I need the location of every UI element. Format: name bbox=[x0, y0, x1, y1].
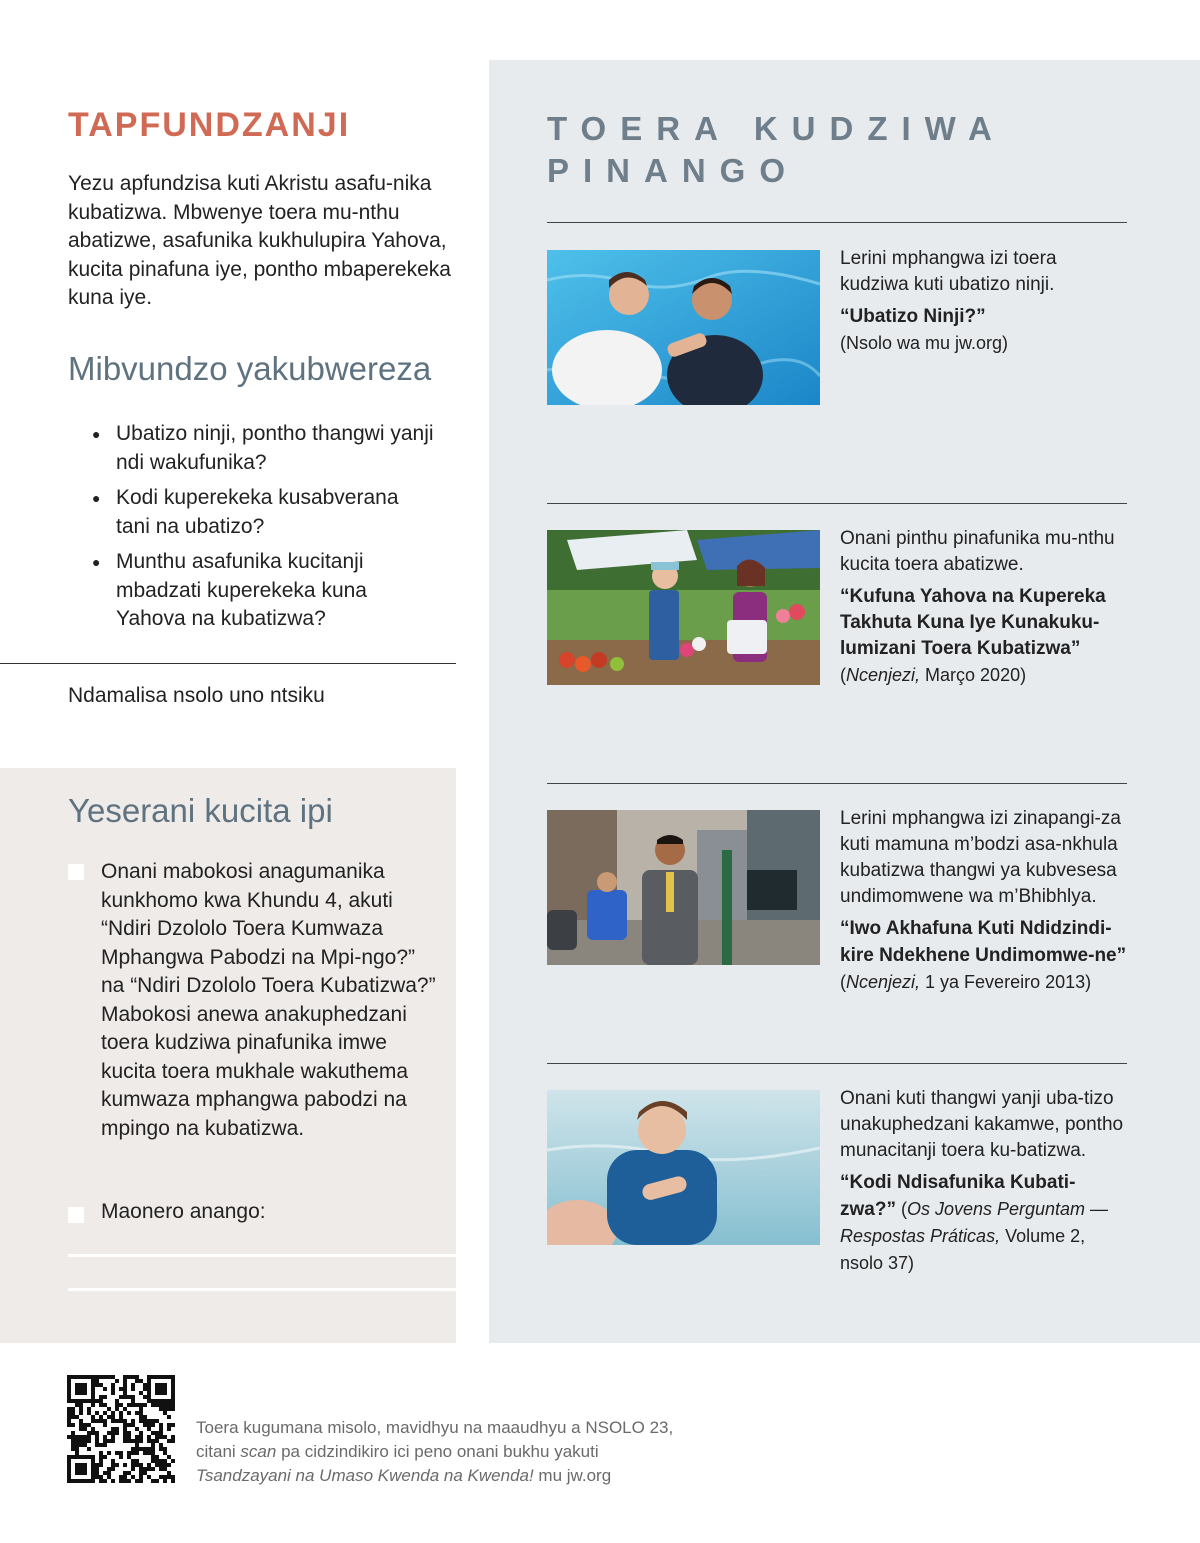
entry-source: (Nsolo wa mu jw.org) bbox=[840, 333, 1009, 353]
entry-description: Onani kuti thangwi yanji uba-tizo unakuphedzani kakamwe, pontho munacitanji toera ku-batizwa. bbox=[840, 1088, 1124, 1161]
entry-description: Onani pinthu pinafunika mu-nthu kucita toera abatizwe. bbox=[840, 528, 1115, 575]
entry-description: Lerini mphangwa izi toera kudziwa kuti ubatizo ninji. bbox=[840, 248, 1057, 295]
summary-heading: TAPFUNDZANJI bbox=[68, 106, 351, 144]
footer-line-3-post: mu jw.org bbox=[533, 1466, 612, 1485]
young-woman-baptism-photo-icon bbox=[547, 1090, 820, 1245]
entry-title[interactable]: “Ubatizo Ninji?” bbox=[840, 306, 986, 327]
review-questions-list bbox=[88, 420, 438, 641]
entry-source bbox=[840, 662, 1130, 688]
footer-line-1: Toera kugumana misolo, mavidhyu na maaudhyu a NSOLO 23, bbox=[196, 1418, 674, 1437]
divider bbox=[547, 783, 1127, 784]
entry-source-publication: Ncenjezi, bbox=[846, 972, 921, 992]
divider bbox=[547, 1063, 1127, 1064]
goals-heading: Yeserani kucita ipi bbox=[68, 792, 333, 829]
divider bbox=[547, 222, 1127, 223]
footer-line-2-pre: citani bbox=[196, 1442, 241, 1461]
review-question: ● Kodi kuperekeka kusabverana tani na ubatizo? bbox=[88, 484, 438, 541]
goal-text: Maonero anango: bbox=[101, 1200, 266, 1223]
footer-book-title: Tsandzayani na Umaso Kwenda na Kwenda! bbox=[196, 1466, 534, 1485]
divider bbox=[547, 503, 1127, 504]
further-reading-entry bbox=[840, 1086, 1130, 1277]
review-question: ● Ubatizo ninji, pontho thangwi yanji ndi wakufunika? bbox=[88, 420, 438, 477]
entry-title[interactable]: “Kufuna Yahova na Kupereka Takhuta Kuna Iye Kunakuku-lumizani Toera Kubatizwa” bbox=[840, 586, 1106, 659]
footer-line-2-italic: scan bbox=[240, 1442, 277, 1461]
entry-source-publication: Os Jovens Perguntam —Respostas Práticas, bbox=[840, 1199, 1109, 1246]
qr-code-icon[interactable] bbox=[67, 1375, 175, 1483]
entry-title[interactable]: “Kodi Ndisafunika Kubati-zwa?” bbox=[840, 1172, 1076, 1220]
goal-text: Onani mabokosi anagumanika kunkhomo kwa Khundu 4, akuti “Ndiri Dzololo Toera Kumwaza Mphangwa Pabodzi na Mpi-ngo?” na “Ndiri Dzololo Toera Kubatizwa?” Mabokosi anewa anakuphedzani toera kudziwa pinafunika imwe kucita toera mukhale wakuthema kumwaza mphangwa pabodzi na mpingo na kubatizwa. bbox=[101, 860, 436, 1140]
entry-title-and-source bbox=[840, 1170, 1130, 1277]
review-heading: Mibvundzo yakubwereza bbox=[68, 350, 432, 387]
entry-source-pre: ( bbox=[840, 972, 846, 992]
further-reading-entry bbox=[840, 806, 1130, 996]
writing-line bbox=[68, 1254, 456, 1257]
goal-checkbox[interactable] bbox=[68, 864, 84, 880]
further-reading-entry bbox=[840, 246, 1130, 356]
entry-source-publication: Ncenjezi, bbox=[846, 665, 921, 685]
baptism-photo-icon bbox=[547, 250, 820, 405]
entry-description: Lerini mphangwa izi zinapangi-za kuti mamuna m’bodzi asa-nkhula kubatizwa thangwi ya kubvesesa undimomwene wa m’Bhibhlya. bbox=[840, 808, 1121, 907]
entry-source-post: Março 2020) bbox=[920, 665, 1027, 685]
entry-source-pre: ( bbox=[840, 665, 846, 685]
entry-title[interactable]: “Iwo Akhafuna Kuti Ndidzindi-kire Ndekhene Undimomwe-ne” bbox=[840, 918, 1127, 966]
footer-line-2-post: pa cidzindikiro ici peno onani bukhu yakuti bbox=[276, 1442, 599, 1461]
summary-text: Yezu apfundzisa kuti Akristu asafu-nika kubatizwa. Mbwenye toera mu-nthu abatizwe, asafunika kukhulupira Yahova, kucita pinafuna iye, pontho mbaperekeka kuna iye. bbox=[68, 172, 451, 309]
writing-line bbox=[68, 1288, 456, 1291]
footer-note bbox=[196, 1416, 756, 1488]
divider bbox=[0, 663, 456, 664]
entry-source-pre: ( bbox=[895, 1199, 907, 1219]
market-photo-icon bbox=[547, 530, 820, 685]
entry-source-post: Volume 2, nsolo 37) bbox=[840, 1226, 1086, 1273]
entry-title-and-source bbox=[840, 916, 1130, 996]
review-question: ● Munthu asafunika kucitanji mbadzati kuperekeka kuna Yahova na kubatizwa? bbox=[88, 548, 438, 634]
city-street-photo-icon bbox=[547, 810, 820, 965]
goal-checkbox[interactable] bbox=[68, 1207, 84, 1223]
further-reading-heading: TOERA KUDZIWA PINANGO bbox=[547, 110, 1005, 189]
completed-date-label: Ndamalisa nsolo uno ntsiku bbox=[68, 684, 325, 707]
entry-source-post: 1 ya Fevereiro 2013) bbox=[920, 972, 1092, 992]
further-reading-entry bbox=[840, 526, 1130, 688]
